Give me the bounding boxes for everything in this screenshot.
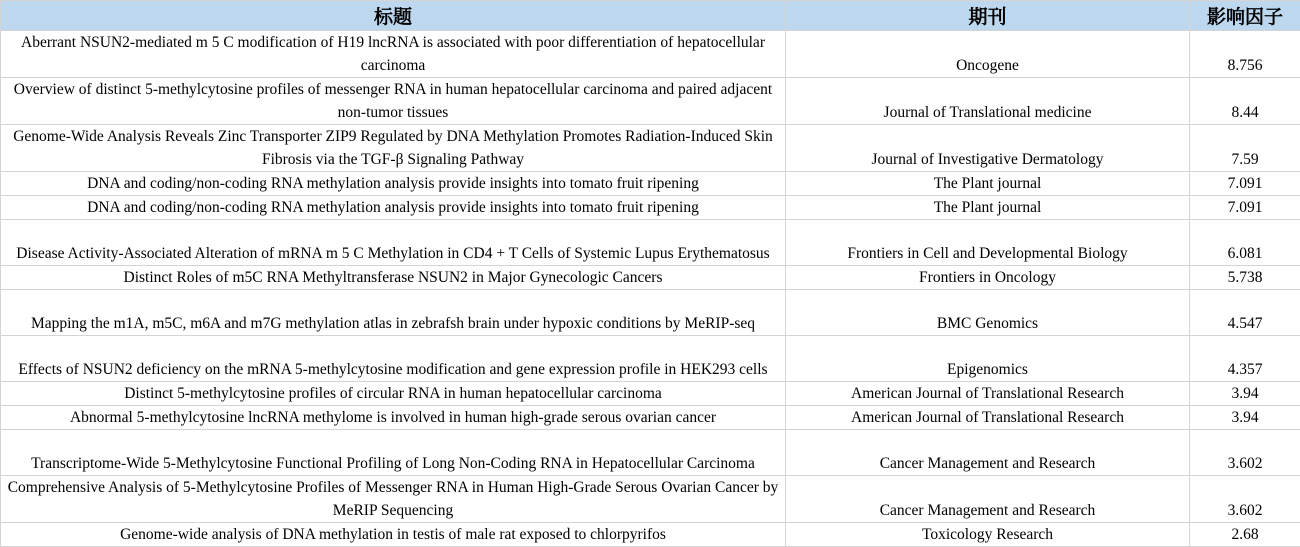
paper-title: Comprehensive Analysis of 5-Methylcytosine Profiles of Messenger RNA in Human High-Grade Serous Ovarian Cancer by MeRIP Sequencing: [1, 476, 786, 523]
impact-factor: 6.081: [1190, 220, 1300, 266]
paper-title: Abnormal 5-methylcytosine lncRNA methylome is involved in human high-grade serous ovarian cancer: [1, 406, 786, 430]
table-row: [1, 290, 1300, 336]
table-row: [1, 430, 1300, 476]
table-row: [1, 336, 1300, 382]
table-row: [1, 78, 1300, 125]
paper-title: Genome-wide analysis of DNA methylation in testis of male rat exposed to chlorpyrifos: [1, 523, 786, 547]
paper-title: Distinct Roles of m5C RNA Methyltransferase NSUN2 in Major Gynecologic Cancers: [1, 266, 786, 290]
paper-title: Effects of NSUN2 deficiency on the mRNA 5-methylcytosine modification and gene expression profile in HEK293 cells: [1, 336, 786, 382]
impact-factor: 7.59: [1190, 125, 1300, 172]
journal-name: Toxicology Research: [786, 523, 1190, 547]
impact-factor: 3.602: [1190, 430, 1300, 476]
paper-title: Transcriptome-Wide 5-Methylcytosine Functional Profiling of Long Non-Coding RNA in Hepatocellular Carcinoma: [1, 430, 786, 476]
paper-title: Disease Activity-Associated Alteration of mRNA m 5 C Methylation in CD4 + T Cells of Systemic Lupus Erythematosus: [1, 220, 786, 266]
impact-factor: 2.68: [1190, 523, 1300, 547]
impact-factor: 7.091: [1190, 172, 1300, 196]
table-row: [1, 406, 1300, 430]
journal-name: BMC Genomics: [786, 290, 1190, 336]
impact-factor: 7.091: [1190, 196, 1300, 220]
journal-name: American Journal of Translational Research: [786, 406, 1190, 430]
impact-factor: 3.94: [1190, 382, 1300, 406]
journal-name: Frontiers in Cell and Developmental Biology: [786, 220, 1190, 266]
header-title: 标题: [1, 1, 786, 31]
table-row: [1, 382, 1300, 406]
paper-title: Overview of distinct 5-methylcytosine profiles of messenger RNA in human hepatocellular carcinoma and paired adjacent non-tumor tissues: [1, 78, 786, 125]
paper-title: Distinct 5-methylcytosine profiles of circular RNA in human hepatocellular carcinoma: [1, 382, 786, 406]
journal-name: Frontiers in Oncology: [786, 266, 1190, 290]
impact-factor: 4.547: [1190, 290, 1300, 336]
journal-name: Journal of Translational medicine: [786, 78, 1190, 125]
paper-title: Aberrant NSUN2-mediated m 5 C modification of H19 lncRNA is associated with poor differentiation of hepatocellular carcinoma: [1, 31, 786, 78]
table-row: [1, 220, 1300, 266]
table-row: [1, 476, 1300, 523]
paper-title: Mapping the m1A, m5C, m6A and m7G methylation atlas in zebrafsh brain under hypoxic conditions by MeRIP-seq: [1, 290, 786, 336]
journal-name: Epigenomics: [786, 336, 1190, 382]
journal-name: The Plant journal: [786, 172, 1190, 196]
header-journal: 期刊: [786, 1, 1190, 31]
table-row: [1, 31, 1300, 78]
header-row: [1, 1, 1300, 31]
journal-name: Cancer Management and Research: [786, 430, 1190, 476]
table-row: [1, 125, 1300, 172]
paper-title: DNA and coding/non-coding RNA methylation analysis provide insights into tomato fruit ripening: [1, 172, 786, 196]
paper-title: Genome-Wide Analysis Reveals Zinc Transporter ZIP9 Regulated by DNA Methylation Promotes Radiation-Induced Skin Fibrosis via the TGF-β Signaling Pathway: [1, 125, 786, 172]
journal-name: Cancer Management and Research: [786, 476, 1190, 523]
impact-factor: 4.357: [1190, 336, 1300, 382]
impact-factor: 8.44: [1190, 78, 1300, 125]
paper-title: DNA and coding/non-coding RNA methylation analysis provide insights into tomato fruit ripening: [1, 196, 786, 220]
impact-factor: 8.756: [1190, 31, 1300, 78]
journal-name: The Plant journal: [786, 196, 1190, 220]
impact-factor: 3.602: [1190, 476, 1300, 523]
journal-name: American Journal of Translational Research: [786, 382, 1190, 406]
journal-name: Journal of Investigative Dermatology: [786, 125, 1190, 172]
journal-name: Oncogene: [786, 31, 1190, 78]
impact-factor: 5.738: [1190, 266, 1300, 290]
table-row: [1, 196, 1300, 220]
header-impact-factor: 影响因子: [1190, 1, 1300, 31]
table-row: [1, 266, 1300, 290]
table-row: [1, 523, 1300, 547]
impact-factor: 3.94: [1190, 406, 1300, 430]
table-row: [1, 172, 1300, 196]
